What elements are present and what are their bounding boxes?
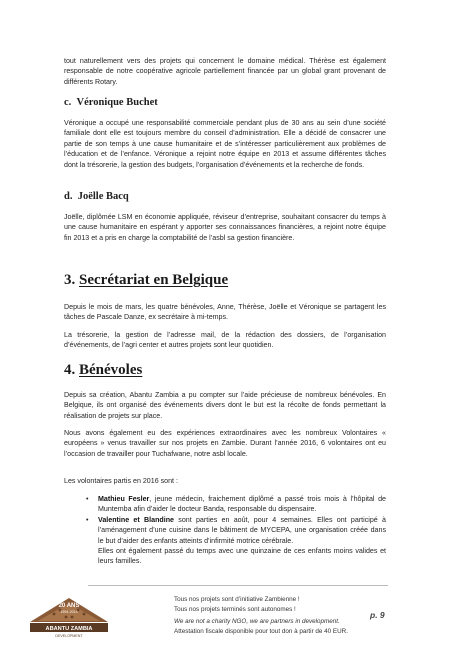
- logo-title: ABANTU ZAMBIA: [45, 626, 93, 632]
- heading-benevoles: [64, 362, 142, 379]
- heading-secretariat: [64, 272, 228, 289]
- paragraph-secretariat-1: Depuis le mois de mars, les quatre bénévoles, Anne, Thérèse, Joëlle et Véronique se partagent les tâches de Pascale Danze, ex secrétaire à mi-temps.: [64, 303, 386, 322]
- volunteer-name: Mathieu Fesler: [98, 495, 150, 503]
- bullet-symbol: •: [86, 495, 89, 503]
- section-number-3: 3.: [64, 272, 76, 288]
- heading-joelle-bacq: d. Joëlle Bacq: [64, 191, 129, 202]
- list-item: [86, 515, 386, 567]
- paragraph-benevoles-1: Depuis sa création, Abantu Zambia a pu compter sur l’aide précieuse de nombreux bénévoles. En Belgique, ils ont organisé des événements divers dont le but est la récolte de fonds permettant la réalisation de projets sur place.: [64, 391, 386, 420]
- section-title-benevoles: Bénévoles: [79, 362, 143, 378]
- section-title-secretariat: Secrétariat en Belgique: [79, 272, 229, 288]
- footer-divider: [88, 585, 388, 586]
- volunteer-description: , jeune médecin, fraichement diplômé a passé trois mois à l’hôpital de Muntemba afin d’aider le docteur Banda, responsable du dispensaire.: [98, 495, 386, 514]
- volunteer-description: sont parties en août, pour 4 semaines. Elles ont participé à l’aménagement d’une cuisine dans le bâtiment de MYCEPA, une organisation créée dans le but d’aider des enfants atteints d’infirmité motrice cérébrale.: [98, 515, 386, 545]
- footer-line-1: Tous nos projets sont d’initiative Zambienne !: [174, 596, 300, 603]
- bullet-symbol: •: [86, 515, 89, 524]
- paragraph-benevoles-2: Nous avons également eu des expériences extraordinaires avec les nombreux Volontaires « européens » venus travailler sur nos projets en Zambie. Durant l’année 2016, 6 volontaires ont eu l’occasion de travailler pour Tuchafwane, notre asbl locale.: [64, 429, 386, 458]
- paragraph-benevoles-3: Les volontaires partis en 2016 sont :: [64, 477, 178, 485]
- paragraph-veronique-buchet: Véronique a occupé une responsabilité commerciale pendant plus de 30 ans au sein d’une société familiale dont elle est toujours membre du conseil d’administration. Elle a décidé de consacrer une partie de son temps à une cause humanitaire et de s’intéresser particulièrement aux problèmes de l’éducation et de l’enfance. Véronique a rejoint notre équipe en 2013 et assume différentes tâches dont la trésorerie, la gestion des budgets, l’organisation d’événements et la recherche de fonds.: [64, 119, 386, 169]
- footer-line-2: Tous nos projets terminés sont autonomes !: [174, 606, 296, 613]
- list-item: [86, 494, 386, 515]
- logo-subtitle: DEVELOPMENT: [55, 634, 83, 638]
- logo-graphic: [28, 596, 110, 640]
- volunteer-name: Valentine et Blandine: [98, 515, 174, 524]
- heading-veronique-buchet: c. Véronique Buchet: [64, 97, 158, 108]
- volunteer-list: [86, 494, 386, 567]
- volunteer-description-extra: Elles ont également passé du temps avec une quinzaine de ces enfants moins valides et leurs familles.: [98, 547, 386, 566]
- logo-years-range: 1994-2014: [60, 610, 78, 614]
- footer-line-3: We are not a charity NGO, we are partners in development.: [174, 618, 340, 625]
- paragraph-joelle-bacq: Joëlle, diplômée LSM en économie appliquée, réviseur d’entreprise, souhaitant consacrer du temps à une cause humanitaire en espérant y apporter ses connaissances financières, a rejoint notre équipe fin 2013 et a pris en charge la comptabilité de l’asbl sa gestion financière.: [64, 213, 386, 242]
- section-number-4: 4.: [64, 362, 76, 378]
- intro-paragraph: tout naturellement vers des projets qui concernent le domaine médical. Thérèse est également responsable de notre coopérative agricole partiellement financée par un global grant provenant de différents Rotary.: [64, 57, 386, 86]
- paragraph-secretariat-2: La trésorerie, la gestion de l’adresse mail, de la rédaction des dossiers, de l’organisation d’événements, de l’agri center et autres projets sont leur quotidien.: [64, 331, 386, 350]
- abantu-zambia-logo: [28, 596, 110, 640]
- logo-years-top: 20 ANS: [58, 603, 80, 609]
- page-number: p. 9: [370, 610, 385, 620]
- footer-line-4: Attestation fiscale disponible pour tout don à partir de 40 EUR.: [174, 628, 348, 635]
